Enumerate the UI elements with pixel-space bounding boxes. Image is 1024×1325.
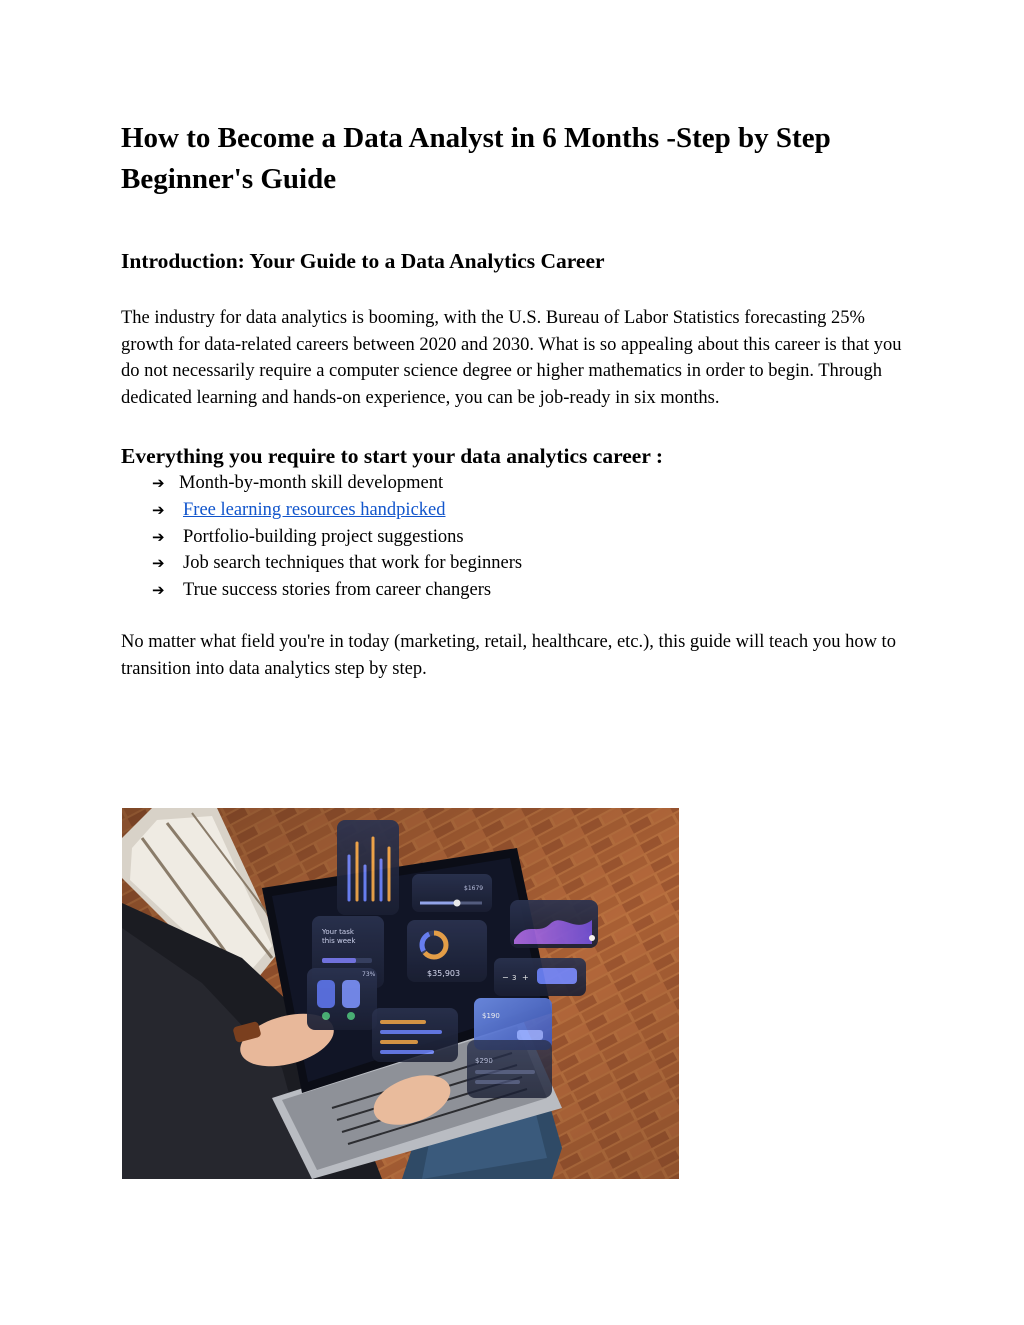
- arrow-right-icon: ➔: [152, 580, 165, 599]
- arrow-right-icon: ➔: [152, 474, 165, 493]
- requirements-heading: Everything you require to start your data analytics career :: [121, 444, 664, 469]
- arrow-right-icon: ➔: [152, 554, 165, 573]
- intro-paragraph: The industry for data analytics is booming, with the U.S. Bureau of Labor Statistics forecasting 25% growth for data-related careers between 2020 and 2030. What is so appealing about this career is that you do not necessarily require a computer science degree or higher mathematics in order to begin. Through dedicated learning and hands-on experience, you can be job-ready in six months.: [121, 308, 902, 408]
- list-item: [152, 470, 911, 497]
- free-resources-link[interactable]: Free learning resources handpicked: [183, 499, 446, 520]
- task-label-line1: Your task: [322, 928, 354, 936]
- document-page: [121, 118, 911, 683]
- list-item-text: True success stories from career changers: [183, 579, 492, 600]
- requirements-list: [121, 470, 911, 603]
- percent-value: 73%: [362, 971, 376, 978]
- small-value: $1679: [464, 885, 484, 892]
- card-amount: $190: [482, 1012, 500, 1020]
- arrow-right-icon: ➔: [152, 527, 165, 546]
- list-item: [152, 524, 911, 551]
- list-item-text: Job search techniques that work for beginners: [183, 553, 523, 574]
- intro-heading: Introduction: Your Guide to a Data Analytics Career: [121, 249, 605, 273]
- arrow-right-icon: ➔: [152, 500, 165, 519]
- svg-text:+: +: [522, 973, 529, 982]
- list-item: [152, 577, 911, 604]
- task-label-line2: this week: [322, 937, 356, 945]
- list-item-text: Portfolio-building project suggestions: [183, 526, 464, 547]
- list-item-text: Month-by-month skill development: [179, 473, 444, 494]
- list-item: [152, 550, 911, 577]
- closing-paragraph: No matter what field you're in today (marketing, retail, healthcare, etc.), this guide will teach you how to transition into data analytics step by step.: [121, 632, 896, 679]
- svg-text:−: −: [502, 973, 509, 982]
- list-item: [152, 497, 911, 524]
- card-subvalue: $290: [475, 1057, 493, 1065]
- main-amount: $35,903: [427, 969, 461, 978]
- laptop-dashboard-photo: [122, 808, 679, 1179]
- document-title: How to Become a Data Analyst in 6 Months -Step by Step Beginner's Guide: [121, 122, 831, 195]
- stepper-value: 3: [512, 974, 517, 982]
